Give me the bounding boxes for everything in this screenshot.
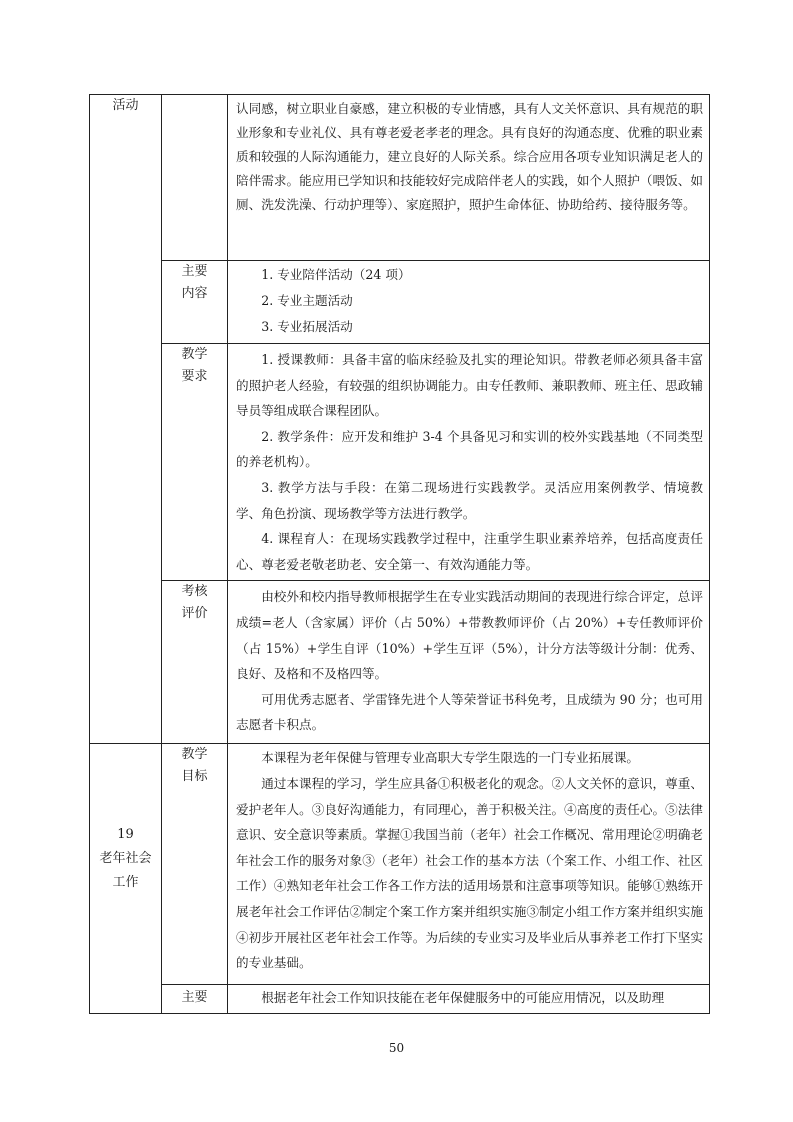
- course-number: 19: [117, 826, 134, 842]
- paragraph: 由校外和校内指导教师根据学生在专业实践活动期间的表现进行综合评定，总评成绩=老人（含家属）评价（占 50%）+带教教师评价（占 20%）+专任教师评价（占 15%）+学生自评（10%）+学生互评（5%），计分方法等级计分制：优秀、良好、及格和不及格四等。: [236, 589, 703, 682]
- content-cell: [228, 744, 710, 985]
- label-line: 目标: [181, 769, 208, 785]
- label-line: 教学: [181, 747, 208, 763]
- main-content-label-cell: [162, 985, 228, 1014]
- main-content-label-cell: [162, 261, 228, 344]
- list-item: 1. 专业陪伴活动（24 项）: [261, 267, 411, 282]
- page-number: 50: [388, 1041, 405, 1055]
- table-row: [90, 95, 710, 261]
- list-item: 2. 专业主题活动: [261, 293, 353, 308]
- list-item: 3. 专业拓展活动: [261, 319, 353, 334]
- course-name-line: 老年社会: [99, 850, 152, 866]
- blank-label-cell: [162, 95, 228, 261]
- paragraph: 本课程为老年保健与管理专业高职大专学生限选的一门专业拓展课。: [261, 750, 639, 766]
- label-line: 内容: [181, 286, 208, 301]
- table-row: [90, 261, 710, 344]
- course-name-cell: [90, 744, 162, 1014]
- table-row: [90, 581, 710, 744]
- content-cell: [228, 95, 710, 261]
- label-line: 要求: [181, 369, 208, 384]
- course-name-cell: [90, 95, 162, 744]
- table-row: [90, 744, 710, 985]
- label-line: 教学: [181, 347, 208, 362]
- paragraph: 3. 教学方法与手段：在第二现场进行实践教学。灵活应用案例教学、情境教学、角色扮演、现场教学等方法进行教学。: [236, 479, 703, 521]
- paragraph: 2. 教学条件：应开发和维护 3-4 个具备见习和实训的校外实践基地（不同类型的养老机构）。: [236, 428, 703, 470]
- label-line: 评价: [181, 606, 208, 622]
- table-row: [90, 344, 710, 581]
- paragraph: 1. 授课教师：具备丰富的临床经验及扎实的理论知识。带教老师必须具备丰富的照护老人经验，有较强的组织协调能力。由专任教师、兼职教师、班主任、思政辅导员等组成联合课程团队。: [236, 352, 703, 419]
- teaching-req-label-cell: [162, 344, 228, 581]
- paragraph: 根据老年社会工作知识技能在老年保健服务中的可能应用情况，以及助理: [261, 990, 665, 1006]
- label-line: 主要: [181, 990, 208, 1006]
- content-cell: [228, 261, 710, 344]
- table-row: [90, 985, 710, 1014]
- assessment-label-cell: [162, 581, 228, 744]
- course-name-line: 工作: [112, 874, 139, 890]
- content-cell: [228, 985, 710, 1014]
- label-line: 考核: [181, 584, 208, 600]
- content-cell: [228, 581, 710, 744]
- content-cell: [228, 344, 710, 581]
- continuation-paragraph: 认同感，树立职业自豪感，建立积极的专业情感，具有人文关怀意识、具有规范的职业形象和专业礼仪、具有尊老爱老孝老的理念。具有良好的沟通态度、优雅的职业素质和较强的人际沟通能力，建立良好的人际关系。综合应用各项专业知识满足老人的陪伴需求。能应用已学知识和技能较好完成陪伴老人的实践，如个人照护（喂饭、如厕、洗发洗澡、行动护理等）、家庭照护，照护生命体征、协助给药、接待服务等。: [236, 101, 703, 212]
- paragraph: 可用优秀志愿者、学雷锋先进个人等荣誉证书科免考，且成绩为 90 分；也可用志愿者卡积点。: [236, 691, 703, 733]
- label-line: 主要: [181, 264, 208, 279]
- paragraph: 通过本课程的学习，学生应具备①积极老化的观念。②人文关怀的意识，尊重、爱护老年人。③良好沟通能力，有同理心，善于积极关注。④高度的责任心。⑤法律意识、安全意识等素质。掌握①我国当前（老年）社会工作概况、常用理论②明确老年社会工作的服务对象③（老年）社会工作的基本方法（个案工作、小组工作、社区工作）④熟知老年社会工作各工作方法的适用场景和注意事项等知识。能够①熟练开展老年社会工作评估②制定个案工作方案并组织实施③制定小组工作方案并组织实施④初步开展社区老年社会工作等。为后续的专业实习及毕业后从事养老工作打下坚实的专业基础。: [236, 775, 703, 971]
- course-name-label: 活动: [112, 98, 139, 113]
- goals-label-cell: [162, 744, 228, 985]
- paragraph: 4. 课程育人：在现场实践教学过程中，注重学生职业素养培养，包括高度责任心、尊老爱老敬老助老、安全第一、有效沟通能力等。: [236, 531, 703, 572]
- course-table: [89, 94, 710, 1014]
